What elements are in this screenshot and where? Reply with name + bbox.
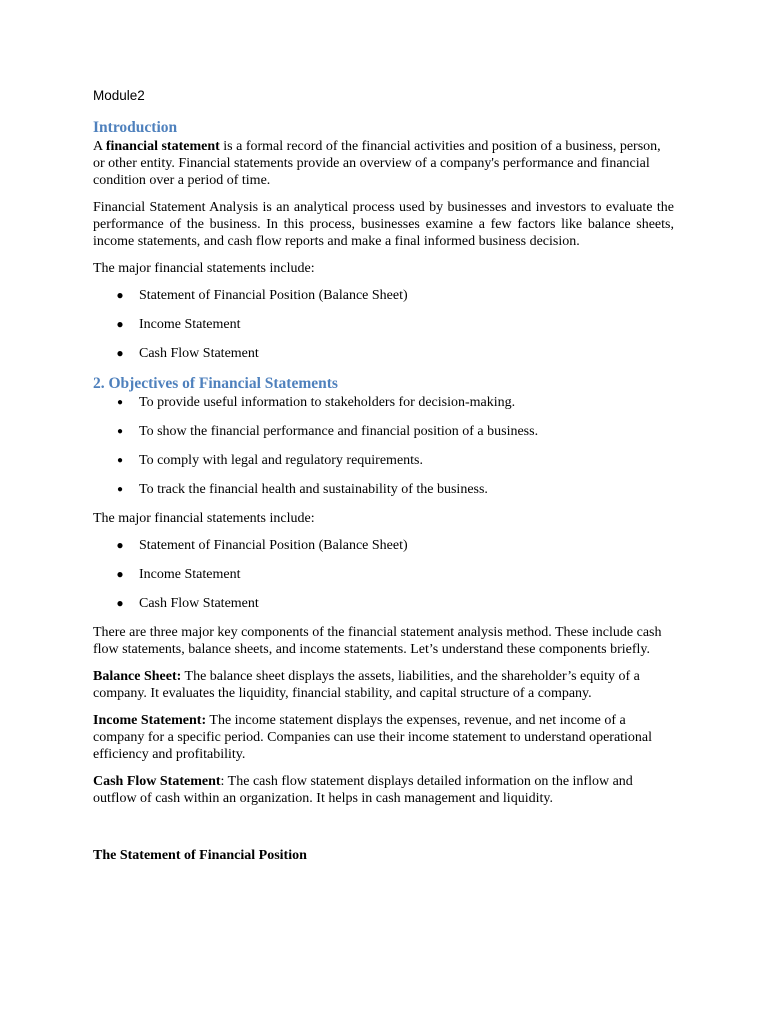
intro-paragraph-1 [93,138,674,189]
list-item [114,481,674,498]
list-item [114,394,674,411]
income-statement-label: Income Statement: [93,713,207,728]
list-item-text: Cash Flow Statement [139,596,259,611]
list-item [114,345,674,362]
introduction-heading: Introduction [93,119,178,136]
objectives-paragraph-1: The major financial statements include: [93,511,315,526]
intro-paragraph-3: The major financial statements include: [93,261,315,276]
bullet-icon: ● [116,317,124,331]
bullet-icon: ● [116,484,124,495]
financial-statement-term: financial statement [105,139,220,154]
objectives-list [93,394,674,498]
financial-position-heading: The Statement of Financial Position [93,848,307,863]
cash-flow-paragraph [93,773,674,807]
list-item-text: Income Statement [139,567,241,582]
list-item-text: Statement of Financial Position (Balance Sheet) [139,538,408,553]
list-item [114,595,674,612]
income-statement-paragraph [93,712,674,763]
list-item-text: To comply with legal and regulatory requirements. [139,453,423,468]
list-item [114,423,674,440]
bullet-icon: ● [116,596,124,610]
bullet-icon: ● [116,397,124,408]
bullet-icon: ● [116,567,124,581]
module-label: Module2 [93,88,145,103]
list-item-text: Income Statement [139,317,241,332]
intro-p1-pre: A [93,139,106,154]
list-item-text: Statement of Financial Position (Balance Sheet) [139,288,408,303]
intro-p1-post: is a formal record of the financial activities and position of a business, person, or other entity. Financial statements provide an overview of a company's performance and financial condition over a period of time. [93,139,661,188]
list-item-text: To provide useful information to stakeholders for decision-making. [139,395,516,410]
components-paragraph: There are three major key components of the financial statement analysis method. These include cash flow statements, balance sheets, and income statements. Let’s understand these components briefly. [93,625,662,657]
bullet-icon: ● [116,455,124,466]
list-item [114,537,674,554]
list-item [114,316,674,333]
list-item-text: To show the financial performance and financial position of a business. [139,424,539,439]
list-item-text: Cash Flow Statement [139,346,259,361]
bullet-icon: ● [116,538,124,552]
bullet-icon: ● [116,288,124,302]
income-statement-text: The income statement displays the expenses, revenue, and net income of a company for a specific period. Companies can use their income statement to understand operational efficiency and profitability. [93,713,653,762]
cash-flow-label: Cash Flow Statement [93,774,221,789]
objectives-statement-list [93,537,674,612]
bullet-icon: ● [116,346,124,360]
objectives-heading: 2. Objectives of Financial Statements [93,375,338,392]
list-item [114,452,674,469]
intro-paragraph-2: Financial Statement Analysis is an analytical process used by businesses and investors to evaluate the performance of the business. In this process, businesses examine a few factors like balance sheets, income statements, and cash flow reports and make a final informed business decision. [93,200,674,249]
balance-sheet-text: The balance sheet displays the assets, liabilities, and the shareholder’s equity of a company. It evaluates the liquidity, financial stability, and capital structure of a company. [93,669,640,701]
list-item-text: To track the financial health and sustainability of the business. [139,482,488,497]
intro-statement-list [93,287,674,362]
list-item [114,287,674,304]
balance-sheet-label: Balance Sheet: [93,669,182,684]
bullet-icon: ● [116,426,124,437]
cash-flow-text: : The cash flow statement displays detailed information on the inflow and outflow of cash within an organization. It helps in cash management and liquidity. [93,774,633,806]
balance-sheet-paragraph [93,668,674,702]
list-item [114,566,674,583]
